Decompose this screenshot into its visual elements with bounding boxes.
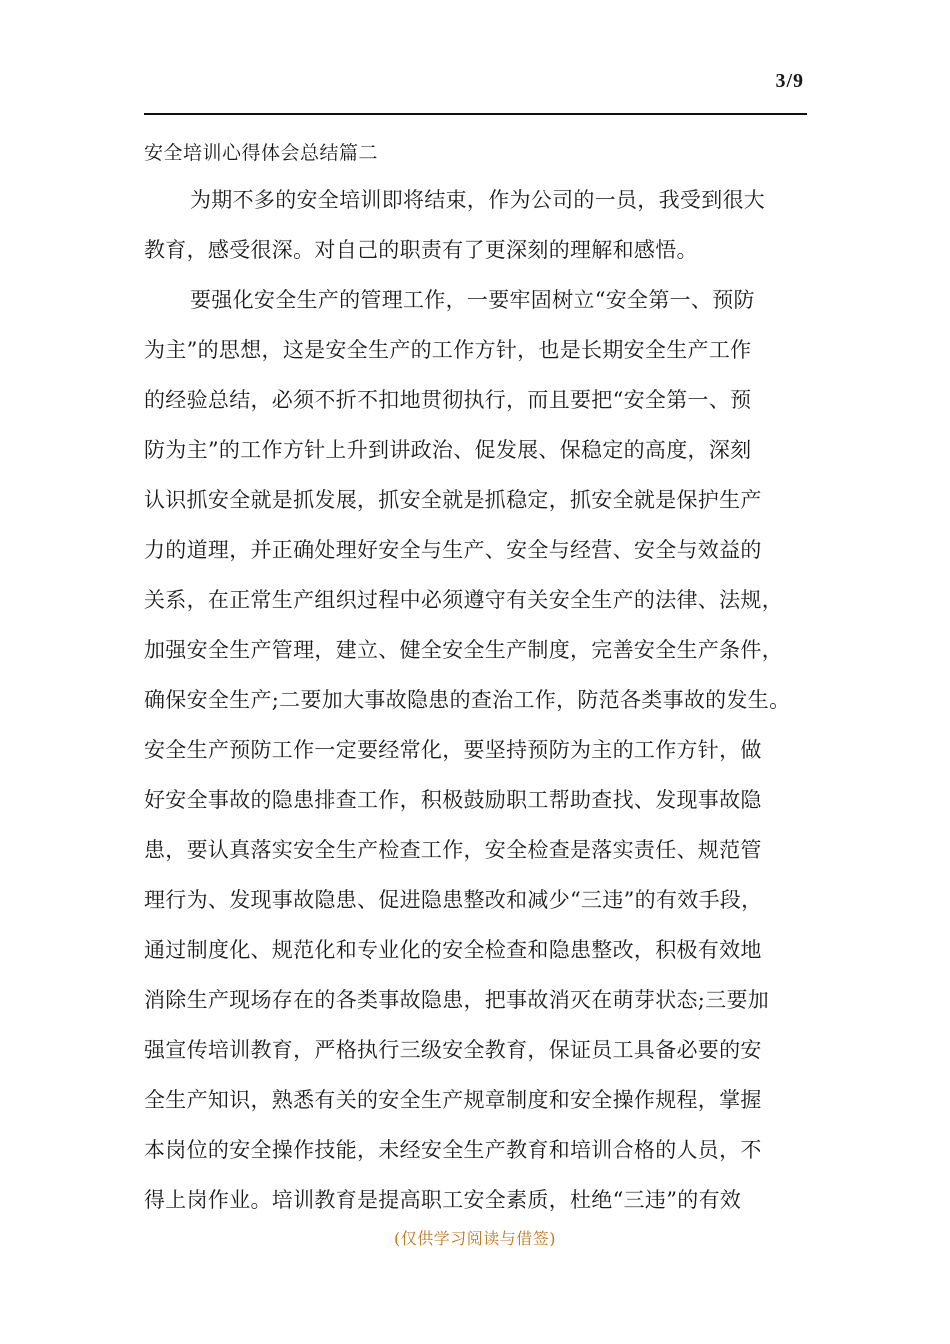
text-line: 为主”的思想，这是安全生产的工作方针，也是长期安全生产工作 xyxy=(144,338,752,362)
text-line: 全生产知识，熟悉有关的安全生产规章制度和安全操作规程，掌握 xyxy=(144,1088,762,1112)
text-line: 的经验总结，必须不折不扣地贯彻执行，而且要把“安全第一、预 xyxy=(144,388,752,412)
document-title: 安全培训心得体会总结篇二 xyxy=(144,142,379,164)
header-rule xyxy=(144,113,807,115)
text-line: 力的道理，并正确处理好安全与生产、安全与经营、安全与效益的 xyxy=(144,538,762,562)
text-line: 消除生产现场存在的各类事故隐患，把事故消灭在萌芽状态;三要加 xyxy=(144,988,770,1012)
text-line: 安全生产预防工作一定要经常化，要坚持预防为主的工作方针，做 xyxy=(144,738,762,762)
text-line: 得上岗作业。培训教育是提高职工安全素质，杜绝“三违”的有效 xyxy=(144,1188,742,1212)
text-line: 教育，感受很深。对自己的职责有了更深刻的理解和感悟。 xyxy=(144,238,698,262)
text-line: 认识抓安全就是抓发展，抓安全就是抓稳定，抓安全就是保护生产 xyxy=(144,488,762,512)
page-number: 3/9 xyxy=(775,70,804,92)
text-line: 本岗位的安全操作技能，未经安全生产教育和培训合格的人员，不 xyxy=(144,1138,762,1162)
footer-note: (仅供学习阅读与借签) xyxy=(394,1229,556,1248)
text-line: 要强化安全生产的管理工作，一要牢固树立“安全第一、预防 xyxy=(190,288,755,312)
text-line: 患，要认真落实安全生产检查工作，安全检查是落实责任、规范管 xyxy=(144,838,762,862)
text-line: 防为主”的工作方针上升到讲政治、促发展、保稳定的高度，深刻 xyxy=(144,438,752,462)
text-line: 好安全事故的隐患排查工作，积极鼓励职工帮助查找、发现事故隐 xyxy=(144,788,762,812)
text-line: 加强安全生产管理，建立、健全安全生产制度，完善安全生产条件， xyxy=(144,638,783,662)
text-line: 为期不多的安全培训即将结束，作为公司的一员，我受到很大 xyxy=(190,188,766,212)
text-line: 理行为、发现事故隐患、促进隐患整改和减少“三违”的有效手段， xyxy=(144,888,763,912)
text-line: 关系，在正常生产组织过程中必须遵守有关安全生产的法律、法规， xyxy=(144,588,783,612)
text-line: 强宣传培训教育，严格执行三级安全教育，保证员工具备必要的安 xyxy=(144,1038,762,1062)
text-line: 通过制度化、规范化和专业化的安全检查和隐患整改，积极有效地 xyxy=(144,938,762,962)
text-line: 确保安全生产;二要加大事故隐患的查治工作，防范各类事故的发生。 xyxy=(144,688,791,712)
document-body xyxy=(144,180,807,1230)
